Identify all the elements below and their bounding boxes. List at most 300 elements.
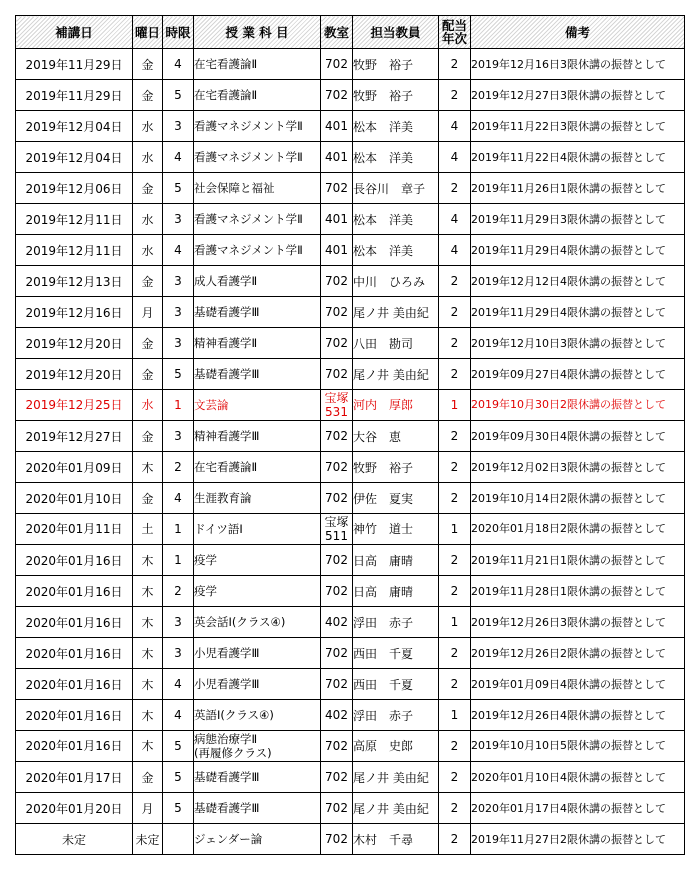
room-name: 401 <box>325 149 348 164</box>
cell-subject <box>194 700 321 731</box>
table-row <box>16 731 685 762</box>
cell-period: 3 <box>163 607 194 638</box>
cell-weekday: 水 <box>133 390 163 421</box>
cell-weekday: 木 <box>133 452 163 483</box>
subject-name: 看護マネジメント学Ⅱ <box>194 242 303 257</box>
table-row <box>16 328 685 359</box>
subject-name: 文芸論 <box>194 398 229 412</box>
cell-room <box>321 669 353 700</box>
room-name: 702 <box>325 831 348 846</box>
cell-weekday: 金 <box>133 421 163 452</box>
cell-subject <box>194 328 321 359</box>
cell-year: 4 <box>439 142 471 173</box>
cell-teacher: 松本 洋美 <box>353 142 439 173</box>
cell-weekday: 水 <box>133 142 163 173</box>
cell-weekday: 金 <box>133 483 163 514</box>
cell-date: 2019年12月11日 <box>16 235 133 266</box>
room-name: 702 <box>325 56 348 71</box>
cell-room <box>321 49 353 80</box>
cell-date: 2019年12月27日 <box>16 421 133 452</box>
cell-subject <box>194 421 321 452</box>
cell-period: 5 <box>163 793 194 824</box>
cell-subject <box>194 576 321 607</box>
cell-note: 2019年10月10日5限休講の振替として <box>471 731 685 762</box>
room-name: 702 <box>325 490 348 505</box>
cell-weekday: 金 <box>133 173 163 204</box>
cell-year: 2 <box>439 793 471 824</box>
cell-period: 5 <box>163 173 194 204</box>
subject-name: 成人看護学Ⅱ <box>194 273 258 288</box>
cell-weekday: 金 <box>133 49 163 80</box>
cell-year: 2 <box>439 266 471 297</box>
cell-year: 1 <box>439 514 471 545</box>
cell-teacher: 浮田 赤子 <box>353 607 439 638</box>
cell-teacher: 尾ノ井 美由紀 <box>353 793 439 824</box>
cell-weekday: 木 <box>133 607 163 638</box>
cell-period: 1 <box>163 545 194 576</box>
cell-year: 2 <box>439 173 471 204</box>
cell-weekday: 金 <box>133 328 163 359</box>
cell-note: 2019年12月10日3限休講の振替として <box>471 328 685 359</box>
cell-teacher: 長谷川 章子 <box>353 173 439 204</box>
cell-teacher: 浮田 赤子 <box>353 700 439 731</box>
cell-teacher: 日高 庸晴 <box>353 545 439 576</box>
subject-name: 在宅看護論Ⅱ <box>194 87 258 102</box>
cell-room <box>321 576 353 607</box>
cell-teacher: 木村 千尋 <box>353 824 439 855</box>
cell-date: 2020年01月17日 <box>16 762 133 793</box>
cell-year: 2 <box>439 545 471 576</box>
cell-weekday: 金 <box>133 266 163 297</box>
cell-date: 2019年12月13日 <box>16 266 133 297</box>
cell-room <box>321 297 353 328</box>
cell-date: 2020年01月16日 <box>16 576 133 607</box>
cell-period: 3 <box>163 421 194 452</box>
room-name: 401 <box>325 242 348 257</box>
cell-period: 3 <box>163 297 194 328</box>
subject-name: 小児看護学Ⅲ <box>194 676 260 691</box>
cell-year: 1 <box>439 607 471 638</box>
cell-period: 3 <box>163 328 194 359</box>
cell-period: 1 <box>163 514 194 545</box>
cell-period: 4 <box>163 483 194 514</box>
cell-subject <box>194 824 321 855</box>
cell-subject <box>194 483 321 514</box>
cell-subject <box>194 49 321 80</box>
room-name: 702 <box>325 552 348 567</box>
cell-period: 5 <box>163 80 194 111</box>
room-name: 宝塚 <box>324 515 349 529</box>
subject-name: ドイツ語Ⅰ <box>194 522 243 536</box>
table-row <box>16 483 685 514</box>
room-name: 702 <box>325 273 348 288</box>
header-date: 補講日 <box>16 16 133 49</box>
cell-note: 2019年12月27日3限休講の振替として <box>471 80 685 111</box>
cell-year: 2 <box>439 80 471 111</box>
cell-note: 2019年11月29日4限休講の振替として <box>471 235 685 266</box>
cell-period: 4 <box>163 235 194 266</box>
cell-subject <box>194 669 321 700</box>
subject-name: 基礎看護学Ⅲ <box>194 304 260 319</box>
cell-note: 2019年12月26日4限休講の振替として <box>471 700 685 731</box>
table-row <box>16 359 685 390</box>
cell-period: 2 <box>163 576 194 607</box>
cell-note: 2020年01月17日4限休講の振替として <box>471 793 685 824</box>
cell-teacher: 松本 洋美 <box>353 204 439 235</box>
cell-room <box>321 638 353 669</box>
subject-name: 看護マネジメント学Ⅱ <box>194 211 303 226</box>
cell-date: 未定 <box>16 824 133 855</box>
room-name: 702 <box>325 676 348 691</box>
cell-room <box>321 204 353 235</box>
cell-date: 2019年12月16日 <box>16 297 133 328</box>
cell-weekday: 金 <box>133 80 163 111</box>
cell-year: 2 <box>439 359 471 390</box>
cell-year: 2 <box>439 49 471 80</box>
cell-note: 2019年11月28日1限休講の振替として <box>471 576 685 607</box>
cell-room <box>321 731 353 762</box>
cell-year: 2 <box>439 824 471 855</box>
cell-date: 2020年01月16日 <box>16 545 133 576</box>
cell-date: 2019年12月20日 <box>16 359 133 390</box>
cell-period: 5 <box>163 359 194 390</box>
cell-period: 4 <box>163 700 194 731</box>
header-note: 備考 <box>471 16 685 49</box>
cell-period: 4 <box>163 49 194 80</box>
cell-note: 2019年11月26日1限休講の振替として <box>471 173 685 204</box>
cell-room <box>321 142 353 173</box>
room-name: 702 <box>325 769 348 784</box>
table-row <box>16 638 685 669</box>
header-year-line2: 年次 <box>441 31 467 46</box>
cell-year: 2 <box>439 576 471 607</box>
cell-weekday: 金 <box>133 359 163 390</box>
cell-weekday: 未定 <box>133 824 163 855</box>
room-name: 宝塚 <box>324 391 349 405</box>
table-row <box>16 204 685 235</box>
cell-period: 3 <box>163 204 194 235</box>
room-name: 702 <box>325 87 348 102</box>
subject-name: 基礎看護学Ⅲ <box>194 366 260 381</box>
cell-year: 2 <box>439 731 471 762</box>
cell-note: 2019年11月29日4限休講の振替として <box>471 297 685 328</box>
cell-note: 2019年11月27日2限休講の振替として <box>471 824 685 855</box>
cell-room <box>321 483 353 514</box>
subject-name: 生涯教育論 <box>194 490 252 505</box>
cell-date: 2019年12月25日 <box>16 390 133 421</box>
room-name: 702 <box>325 645 348 660</box>
table-header-row <box>16 16 685 49</box>
table-row <box>16 452 685 483</box>
cell-room <box>321 390 353 421</box>
cell-room <box>321 421 353 452</box>
cell-date: 2020年01月16日 <box>16 607 133 638</box>
cell-date: 2020年01月10日 <box>16 483 133 514</box>
cell-date: 2019年12月20日 <box>16 328 133 359</box>
cell-room <box>321 824 353 855</box>
cell-period: 3 <box>163 111 194 142</box>
cell-date: 2019年11月29日 <box>16 80 133 111</box>
cell-room <box>321 545 353 576</box>
cell-weekday: 土 <box>133 514 163 545</box>
table-row <box>16 111 685 142</box>
cell-teacher: 松本 洋美 <box>353 111 439 142</box>
cell-note: 2019年12月02日3限休講の振替として <box>471 452 685 483</box>
subject-name: ジェンダー論 <box>194 831 263 846</box>
cell-subject <box>194 762 321 793</box>
cell-note: 2019年10月14日2限休講の振替として <box>471 483 685 514</box>
cell-year: 4 <box>439 204 471 235</box>
cell-teacher: 牧野 裕子 <box>353 452 439 483</box>
cell-note: 2019年11月21日1限休講の振替として <box>471 545 685 576</box>
room-name: 702 <box>325 800 348 815</box>
makeup-class-table <box>15 15 685 855</box>
subject-name: 精神看護学Ⅲ <box>194 428 260 443</box>
cell-year: 4 <box>439 235 471 266</box>
cell-weekday: 金 <box>133 762 163 793</box>
table-row <box>16 762 685 793</box>
cell-note: 2019年10月30日2限休講の振替として <box>471 390 685 421</box>
cell-teacher: 河内 厚郎 <box>353 390 439 421</box>
cell-room <box>321 700 353 731</box>
cell-room <box>321 762 353 793</box>
table-body <box>16 49 685 855</box>
cell-weekday: 木 <box>133 669 163 700</box>
room-name: 702 <box>325 739 348 753</box>
cell-room <box>321 452 353 483</box>
cell-year: 2 <box>439 483 471 514</box>
subject-name: 社会保障と福祉 <box>194 180 275 195</box>
table-row <box>16 669 685 700</box>
cell-subject <box>194 731 321 762</box>
subject-name: 病態治療学Ⅱ <box>194 732 258 746</box>
cell-teacher: 尾ノ井 美由紀 <box>353 297 439 328</box>
subject-name: 英会話Ⅰ(クラス④) <box>194 614 286 629</box>
room-name: 402 <box>325 707 348 722</box>
cell-room <box>321 359 353 390</box>
table-row <box>16 49 685 80</box>
cell-weekday: 木 <box>133 731 163 762</box>
cell-subject <box>194 390 321 421</box>
cell-period: 1 <box>163 390 194 421</box>
cell-subject <box>194 111 321 142</box>
table-row <box>16 266 685 297</box>
cell-subject <box>194 545 321 576</box>
cell-note: 2019年11月22日3限休講の振替として <box>471 111 685 142</box>
cell-weekday: 木 <box>133 700 163 731</box>
cell-subject <box>194 638 321 669</box>
cell-note: 2020年01月10日4限休講の振替として <box>471 762 685 793</box>
table-row <box>16 545 685 576</box>
table-row <box>16 390 685 421</box>
cell-date: 2020年01月20日 <box>16 793 133 824</box>
room-name: 702 <box>325 366 348 381</box>
cell-subject <box>194 173 321 204</box>
cell-date: 2020年01月16日 <box>16 731 133 762</box>
cell-year: 1 <box>439 700 471 731</box>
cell-teacher: 高原 史郎 <box>353 731 439 762</box>
room-name: 702 <box>325 459 348 474</box>
cell-subject <box>194 514 321 545</box>
subject-name: 在宅看護論Ⅱ <box>194 459 258 474</box>
header-subject: 授 業 科 目 <box>194 16 321 49</box>
cell-note: 2019年09月27日4限休講の振替として <box>471 359 685 390</box>
table-row <box>16 173 685 204</box>
header-year-line1: 配当 <box>441 18 467 33</box>
room-name: 702 <box>325 583 348 598</box>
room-name: 702 <box>325 180 348 195</box>
cell-note: 2019年12月26日2限休講の振替として <box>471 638 685 669</box>
cell-room <box>321 514 353 545</box>
cell-teacher: 八田 勘司 <box>353 328 439 359</box>
table-row <box>16 297 685 328</box>
cell-room <box>321 235 353 266</box>
subject-name: 看護マネジメント学Ⅱ <box>194 149 303 164</box>
cell-teacher: 日高 庸晴 <box>353 576 439 607</box>
cell-year: 2 <box>439 297 471 328</box>
cell-period: 4 <box>163 142 194 173</box>
subject-name: 疫学 <box>194 583 217 598</box>
cell-teacher: 中川 ひろみ <box>353 266 439 297</box>
cell-teacher: 大谷 恵 <box>353 421 439 452</box>
cell-room <box>321 328 353 359</box>
table-row <box>16 793 685 824</box>
cell-date: 2020年01月16日 <box>16 638 133 669</box>
cell-weekday: 水 <box>133 235 163 266</box>
cell-year: 2 <box>439 452 471 483</box>
cell-note: 2020年01月18日2限休講の振替として <box>471 514 685 545</box>
cell-subject <box>194 793 321 824</box>
cell-date: 2019年12月04日 <box>16 142 133 173</box>
cell-weekday: 木 <box>133 576 163 607</box>
table-row <box>16 235 685 266</box>
cell-room <box>321 607 353 638</box>
cell-subject <box>194 204 321 235</box>
table-row <box>16 514 685 545</box>
header-period: 時限 <box>163 16 194 49</box>
cell-period <box>163 824 194 855</box>
subject-name: 英語Ⅰ(クラス④) <box>194 707 274 722</box>
cell-period: 3 <box>163 266 194 297</box>
cell-weekday: 水 <box>133 111 163 142</box>
room-number: 511 <box>325 529 348 543</box>
cell-note: 2019年12月16日3限休講の振替として <box>471 49 685 80</box>
room-name: 402 <box>325 614 348 629</box>
cell-period: 3 <box>163 638 194 669</box>
cell-weekday: 水 <box>133 204 163 235</box>
cell-weekday: 木 <box>133 638 163 669</box>
cell-period: 2 <box>163 452 194 483</box>
cell-weekday: 木 <box>133 545 163 576</box>
cell-room <box>321 266 353 297</box>
cell-subject <box>194 266 321 297</box>
cell-subject <box>194 235 321 266</box>
cell-year: 2 <box>439 421 471 452</box>
subject-name: 基礎看護学Ⅲ <box>194 769 260 784</box>
subject-name: 看護マネジメント学Ⅱ <box>194 118 303 133</box>
table-row <box>16 80 685 111</box>
cell-date: 2019年12月06日 <box>16 173 133 204</box>
cell-period: 5 <box>163 731 194 762</box>
room-name: 401 <box>325 211 348 226</box>
cell-date: 2019年11月29日 <box>16 49 133 80</box>
cell-room <box>321 111 353 142</box>
cell-subject <box>194 142 321 173</box>
subject-name: 小児看護学Ⅲ <box>194 645 260 660</box>
cell-year: 2 <box>439 669 471 700</box>
cell-date: 2020年01月16日 <box>16 669 133 700</box>
cell-period: 5 <box>163 762 194 793</box>
room-name: 702 <box>325 304 348 319</box>
cell-date: 2019年12月11日 <box>16 204 133 235</box>
cell-subject <box>194 359 321 390</box>
cell-note: 2019年01月09日4限休講の振替として <box>471 669 685 700</box>
cell-weekday: 月 <box>133 793 163 824</box>
room-name: 702 <box>325 335 348 350</box>
subject-name: 基礎看護学Ⅲ <box>194 800 260 815</box>
cell-year: 2 <box>439 638 471 669</box>
table-row <box>16 421 685 452</box>
cell-teacher: 松本 洋美 <box>353 235 439 266</box>
room-name: 702 <box>325 428 348 443</box>
cell-year: 1 <box>439 390 471 421</box>
table-row <box>16 142 685 173</box>
cell-note: 2019年11月22日4限休講の振替として <box>471 142 685 173</box>
subject-note: (再履修クラス) <box>194 746 272 760</box>
table-row <box>16 607 685 638</box>
cell-teacher: 神竹 道士 <box>353 514 439 545</box>
cell-date: 2019年12月04日 <box>16 111 133 142</box>
cell-weekday: 月 <box>133 297 163 328</box>
subject-name: 疫学 <box>194 552 217 567</box>
cell-room <box>321 173 353 204</box>
header-teacher: 担当教員 <box>353 16 439 49</box>
subject-name: 在宅看護論Ⅱ <box>194 56 258 71</box>
header-room: 教室 <box>321 16 353 49</box>
room-number: 531 <box>325 405 348 419</box>
cell-period: 4 <box>163 669 194 700</box>
header-weekday: 曜日 <box>133 16 163 49</box>
cell-teacher: 尾ノ井 美由紀 <box>353 762 439 793</box>
cell-note: 2019年12月12日4限休講の振替として <box>471 266 685 297</box>
cell-year: 4 <box>439 111 471 142</box>
cell-year: 2 <box>439 762 471 793</box>
cell-subject <box>194 607 321 638</box>
cell-subject <box>194 80 321 111</box>
table-row <box>16 576 685 607</box>
cell-room <box>321 80 353 111</box>
cell-date: 2020年01月16日 <box>16 700 133 731</box>
cell-teacher: 尾ノ井 美由紀 <box>353 359 439 390</box>
cell-date: 2020年01月11日 <box>16 514 133 545</box>
cell-date: 2020年01月09日 <box>16 452 133 483</box>
cell-note: 2019年09月30日4限休講の振替として <box>471 421 685 452</box>
cell-subject <box>194 452 321 483</box>
header-year <box>439 16 471 49</box>
cell-teacher: 西田 千夏 <box>353 669 439 700</box>
table-row <box>16 824 685 855</box>
cell-teacher: 西田 千夏 <box>353 638 439 669</box>
subject-name: 精神看護学Ⅱ <box>194 335 258 350</box>
cell-teacher: 牧野 裕子 <box>353 80 439 111</box>
table-row <box>16 700 685 731</box>
room-name: 401 <box>325 118 348 133</box>
cell-teacher: 牧野 裕子 <box>353 49 439 80</box>
cell-teacher: 伊佐 夏実 <box>353 483 439 514</box>
cell-note: 2019年11月29日3限休講の振替として <box>471 204 685 235</box>
cell-note: 2019年12月26日3限休講の振替として <box>471 607 685 638</box>
cell-subject <box>194 297 321 328</box>
